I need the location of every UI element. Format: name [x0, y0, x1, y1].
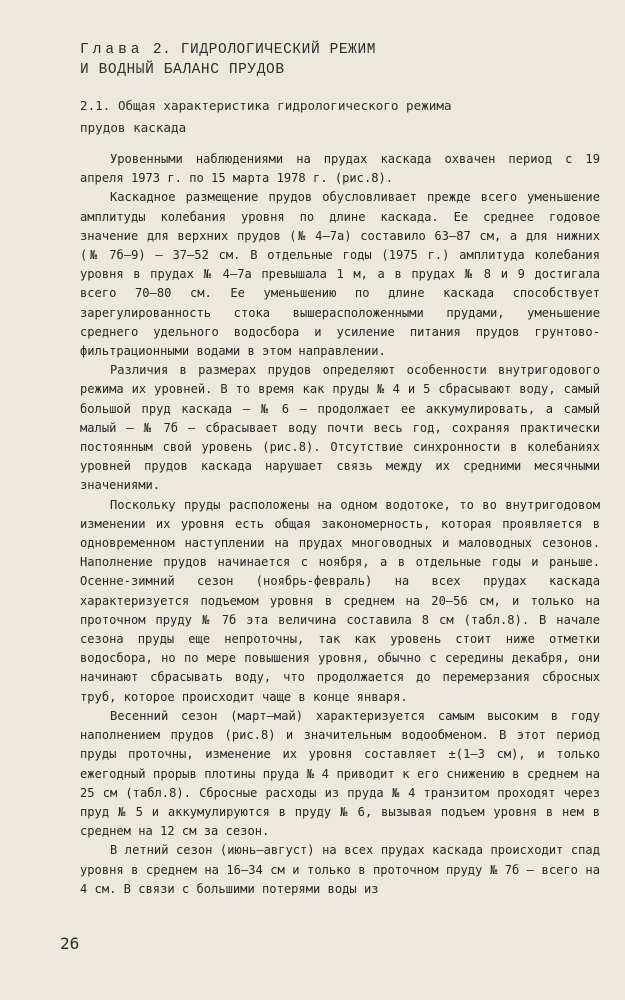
section-title-line-2: прудов каскада — [80, 120, 187, 135]
chapter-number: 2. — [152, 42, 172, 58]
paragraph-5: Весенний сезон (март–май) характеризуется самым высоким в году наполнением прудов (рис.8) и значительным водообменом. В этот период пруды проточны, изменение их уровня составляет ±(1–3 см), и только ежегодный прорыв плотины пруда № 4 приводит к его снижению в среднем на 25 см (табл.8). Сбросные расходы из пруда № 4 транзитом проходят через пруд № 5 и аккумулируются в пруду № 6, вызывая подъем уровня в нем в среднем на 12 см за сезон. — [80, 708, 600, 839]
chapter-title-line-1 — [80, 40, 560, 60]
section-title-line-1 — [80, 95, 560, 117]
chapter-title — [80, 40, 560, 80]
paragraph-2: Каскадное размещение прудов обусловливает прежде всего уменьшение амплитуды колебания уровня по длине каскада. Ее среднее годовое значение для верхних прудов (№ 4–7а) составило 63–87 см, а для нижних (№ 7б–9) – 37–52 см. В отдельные годы (1975 г.) амплитуда колебания уровня в прудах № 4–7а превышала 1 м, а в прудах № 8 и 9 достигала всего 70–80 см. Ее уменьшению по длине каскада способствует зарегулированность стока вышерасположенными прудами, уменьшение среднего удельного водосбора и усиление питания прудов грунтово-фильтрационными водами в этом направлении. — [80, 190, 600, 359]
section-title — [80, 95, 560, 139]
chapter-label: Глава — [80, 42, 144, 58]
paragraph-3: Различия в размерах прудов определяют особенности внутригодового режима их уровней. В то время как пруды № 4 и 5 сбрасывают воду, самый большой пруд каскада – № 6 – продолжает ее аккумулировать, а самый малый – № 7б – сбрасывает воду почти весь год, сохраняя практически постоянным свой уровень (рис.8). Отсутствие синхронности в колебаниях уровней прудов каскада нарушает связь между их средними месячными значениями. — [80, 363, 600, 493]
paragraph-6: В летний сезон (июнь–август) на всех прудах каскада происходит спад уровня в среднем на 16–34 см и только в проточном пруду № 7б – всего на 4 см. В связи с большими потерями воды из — [80, 843, 600, 896]
section-title-text-1: Общая характеристика гидрологического режима — [117, 98, 452, 113]
page-number: 26 — [60, 934, 80, 953]
chapter-title-text-1: ГИДРОЛОГИЧЕСКИЙ РЕЖИМ — [180, 42, 377, 58]
body-text — [80, 150, 600, 899]
paragraph-1: Уровенными наблюдениями на прудах каскада охвачен период с 19 апреля 1973 г. по 15 марта 1978 г. (рис.8). — [80, 152, 600, 186]
chapter-title-line-2: И ВОДНЫЙ БАЛАНС ПРУДОВ — [80, 62, 285, 78]
paragraph-4: Поскольку пруды расположены на одном водотоке, то во внутригодовом изменении их уровня есть общая закономерность, которая проявляется в одновременном наступлении на прудах многоводных и маловодных сезонов. Наполнение прудов начинается с ноября, а в отдельные годы и раньше. Осенне-зимний сезон (ноябрь-февраль) на всех прудах каскада характеризуется подъемом уровня в среднем на 20–56 см, и только на проточном пруду № 7б эта величина составила 8 см (табл.8). В начале сезона пруды еще непроточны, так как уровень стоит ниже отметки водосбора, но по мере повышения уровня, обычно с середины декабря, они начинают сбрасывать воду, что продолжается до перемерзания сбросных труб, которое происходит чаще в конце января. — [80, 497, 600, 704]
section-number: 2.1. — [80, 98, 111, 113]
